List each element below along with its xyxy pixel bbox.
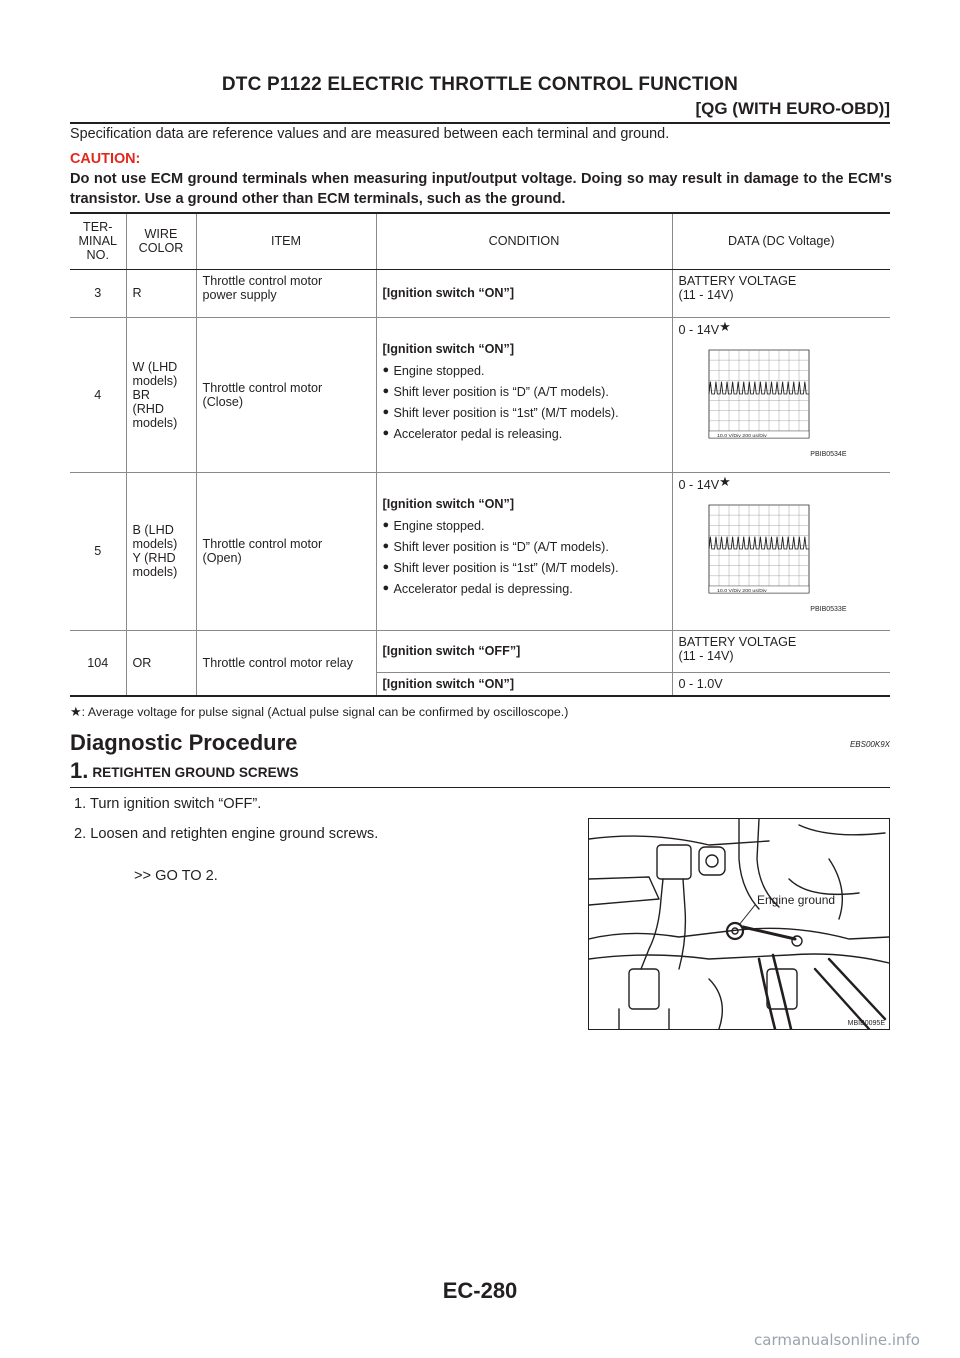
- list-item: ● Shift lever position is “D” (A/T models).: [383, 385, 666, 399]
- page-subtitle: [QG (WITH EURO-OBD)]: [695, 99, 890, 118]
- star-icon: ★: [719, 473, 731, 489]
- page-title: DTC P1122 ELECTRIC THROTTLE CONTROL FUNCTION: [221, 74, 739, 95]
- caution-text: Do not use ECM ground terminals when measuring input/output voltage. Doing so may result in damage to the ECM's transistor. Use a ground other than ECM terminals, such as the ground.: [70, 171, 892, 207]
- header-terminal: [70, 213, 126, 269]
- table-row: [70, 472, 890, 630]
- star-icon: ★: [719, 318, 731, 334]
- condition-heading: [Ignition switch “ON”]: [382, 341, 515, 356]
- header-terminal-text: TER- MINAL NO.: [78, 220, 117, 263]
- cell-condition: [376, 472, 672, 630]
- list-item: ● Shift lever position is “D” (A/T models).: [383, 540, 666, 554]
- list-item: ● Shift lever position is “1st” (M/T models).: [383, 561, 666, 575]
- cell-item: Throttle control motor (Close): [196, 317, 376, 472]
- list-item: ● Shift lever position is “1st” (M/T models).: [383, 406, 666, 420]
- cell-terminal: 4: [70, 317, 126, 472]
- star-icon: ★: [70, 704, 82, 719]
- footnote: [70, 704, 568, 720]
- voltage-range: 0 - 14V: [678, 322, 720, 337]
- step-list: [74, 796, 378, 856]
- list-item: ● Engine stopped.: [383, 364, 666, 378]
- oscilloscope-icon: [709, 350, 809, 438]
- condition-list: [383, 364, 666, 441]
- table-row: [70, 630, 890, 672]
- intro-text: Specification data are reference values and are measured between each terminal and ground.: [70, 126, 670, 142]
- step-title: RETIGHTEN GROUND SCREWS: [92, 765, 299, 780]
- condition-list: [383, 519, 666, 596]
- cell-item: Throttle control motor power supply: [196, 269, 376, 317]
- caution-label: CAUTION:: [70, 151, 141, 167]
- cell-data: [672, 472, 890, 630]
- cell-wire-color: B (LHD models) Y (RHD models): [126, 472, 196, 630]
- figure-code: MBIB0095E: [847, 1020, 885, 1027]
- cell-data: BATTERY VOLTAGE (11 - 14V): [672, 630, 890, 672]
- watermark: carmanualsonline.info: [754, 1331, 920, 1349]
- cell-data: 0 - 1.0V: [672, 672, 890, 696]
- footnote-text: : Average voltage for pulse signal (Actual pulse signal can be confirmed by oscilloscope.): [81, 705, 569, 719]
- terminal-spec-table: [70, 212, 890, 697]
- list-item: 1. Turn ignition switch “OFF”.: [74, 796, 262, 812]
- page-number: EC-280: [442, 1278, 518, 1303]
- scope-label: 10.0 V/Div 200 us/Div: [716, 433, 767, 439]
- cell-condition: [Ignition switch “ON”]: [376, 269, 672, 317]
- cell-item: Throttle control motor relay: [196, 630, 376, 696]
- engine-ground-illustration: [588, 818, 890, 1030]
- photo-label: Engine ground: [757, 893, 836, 907]
- table-row: [70, 317, 890, 472]
- table-header-row: [70, 213, 890, 269]
- oscilloscope-icon: [709, 505, 809, 593]
- waveform-figure: [678, 318, 865, 458]
- cell-data: [672, 317, 890, 472]
- cell-wire-color: OR: [126, 630, 196, 696]
- scope-label: 10.0 V/Div 200 us/Div: [716, 588, 767, 594]
- list-item: 2. Loosen and retighten engine ground screws.: [74, 826, 379, 842]
- page-header: [70, 74, 890, 124]
- cell-condition: [Ignition switch “ON”]: [376, 672, 672, 696]
- section-title: Diagnostic Procedure: [70, 730, 298, 755]
- condition-heading: [Ignition switch “ON”]: [382, 496, 515, 511]
- cell-terminal: 5: [70, 472, 126, 630]
- cell-terminal: 104: [70, 630, 126, 696]
- step-number: 1.: [70, 758, 89, 783]
- step-heading: [70, 758, 890, 788]
- header-condition: CONDITION: [376, 213, 672, 269]
- cell-item: Throttle control motor (Open): [196, 472, 376, 630]
- header-wire-color: [126, 213, 196, 269]
- goto-instruction: >> GO TO 2.: [134, 868, 218, 884]
- header-data: DATA (DC Voltage): [672, 213, 890, 269]
- cell-data: BATTERY VOLTAGE (11 - 14V): [672, 269, 890, 317]
- voltage-range: 0 - 14V: [678, 477, 720, 492]
- section-code: EBS00K9X: [849, 740, 890, 749]
- list-item: ● Accelerator pedal is depressing.: [383, 582, 666, 596]
- cell-wire-color: R: [126, 269, 196, 317]
- figure-code: PBIB0534E: [810, 450, 847, 458]
- header-rule: [70, 122, 890, 124]
- cell-condition: [Ignition switch “OFF”]: [376, 630, 672, 672]
- header-item: ITEM: [196, 213, 376, 269]
- list-item: ● Accelerator pedal is releasing.: [383, 427, 666, 441]
- engine-bay-image: [589, 819, 889, 1029]
- header-wire-color-text: WIRE COLOR: [138, 227, 184, 256]
- list-item: ● Engine stopped.: [383, 519, 666, 533]
- waveform-figure: [678, 473, 865, 613]
- cell-wire-color: W (LHD models) BR (RHD models): [126, 317, 196, 472]
- cell-condition: [376, 317, 672, 472]
- cell-terminal: 3: [70, 269, 126, 317]
- table-row: [70, 269, 890, 317]
- figure-code: PBIB0533E: [810, 605, 847, 613]
